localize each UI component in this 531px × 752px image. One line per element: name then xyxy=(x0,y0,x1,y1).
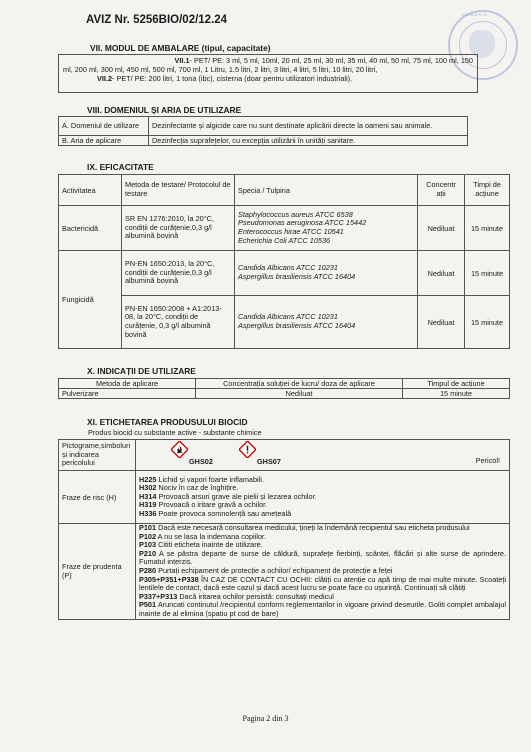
species-cell xyxy=(235,296,418,349)
col-dose: Concentrația soluției de lucru/ doza de aplicare xyxy=(196,379,403,389)
dose: Nediluat xyxy=(196,389,403,399)
usage-indications-table xyxy=(58,378,510,399)
prudence-code: P102 xyxy=(139,531,157,541)
packaging-text-3: - PET/ PE: 200 litri, 1 tona (ibc), cisterna (doar pentru utilizatori industriali). xyxy=(112,74,353,83)
section-vii-title: VII. MODUL DE AMBALARE (tipul, capacitate) xyxy=(90,43,271,53)
col-application-method: Metoda de aplicare xyxy=(59,379,196,389)
area-value: Dezinfecția suprafețelor, cu excepția utilizării în unități sanitare. xyxy=(149,136,468,146)
ghs07-label: GHS07 xyxy=(257,457,281,466)
col-time: Timpi de acțiune xyxy=(465,175,510,206)
species-item: Aspergillus brasiliensis ATCC 16404 xyxy=(238,321,356,330)
prudence-phrases xyxy=(136,524,510,620)
stamp-text: ROMANIA xyxy=(462,12,488,17)
activity-fungicida: Fungicidă xyxy=(59,251,122,349)
pictogram-row xyxy=(139,440,506,470)
ghs02-label: GHS02 xyxy=(189,457,213,466)
species-item: Pseudomonas aeruginosa ATCC 15442 xyxy=(238,218,367,228)
species-item: Echerichia Coli ATCC 10536 xyxy=(238,235,331,245)
table-row xyxy=(59,296,510,349)
exclamation-icon xyxy=(239,441,256,458)
prudence-code: P305+P351+P338 xyxy=(139,574,199,584)
table-row xyxy=(59,206,510,251)
method-cell: SR EN 1276:2010, la 20°C, condiții de curățenie,0,3 g/l albumină bovină xyxy=(122,206,235,251)
prudence-item xyxy=(139,576,506,593)
prudence-label: Fraze de prudenta (P) xyxy=(59,524,136,620)
activity-bactericida: Bactericidă xyxy=(59,206,122,251)
page-number: Pagina 2 din 3 xyxy=(242,714,289,723)
risk-text: Nociv în caz de înghițire. xyxy=(158,483,239,493)
risk-phrases xyxy=(136,471,510,524)
time-cell: 15 minute xyxy=(465,206,510,251)
application-method: Pulverizare xyxy=(59,389,196,399)
prudence-item xyxy=(139,601,506,618)
prudence-code: P280 xyxy=(139,565,157,575)
species-item: Aspergillus brasiliensis ATCC 16404 xyxy=(238,272,356,281)
table-row xyxy=(59,524,510,620)
prudence-text: A se păstra departe de surse de căldură, suprafețe fierbinți, scântei, flăcări și alte surse de aprindere. Fumatul interzis. xyxy=(139,548,507,567)
risk-text: Lichid și vapori foarte inflamabili. xyxy=(158,474,264,484)
risk-code: H302 xyxy=(139,483,157,493)
table-row xyxy=(59,440,510,471)
prudence-text: Purtați echipament de protecție a ochilor/ echipament de protecție a feței xyxy=(158,565,393,575)
prudence-text: Cititi eticheta inainte de utilizare. xyxy=(158,540,263,550)
section-xi-title: XI. ETICHETAREA PRODUSULUI BIOCID xyxy=(87,417,248,427)
risk-text: Poate provoca somnolență sau amețeală xyxy=(158,508,292,518)
flame-icon xyxy=(171,441,188,458)
method-cell: PN-EN 1650:2013, la 20°C, condiții de curățenie,0,3 g/l albumină bovină xyxy=(122,251,235,296)
risk-code: H336 xyxy=(139,508,157,518)
species-item: Staphylococcus aureus ATCC 6538 xyxy=(238,209,353,219)
risk-label: Fraze de risc (H) xyxy=(59,471,136,524)
packaging-line-3 xyxy=(63,74,473,83)
efficacy-table xyxy=(58,174,510,349)
prudence-text: Dacă iritarea ochilor persistă: consultați medicul xyxy=(179,591,334,601)
table-header-row xyxy=(59,379,510,389)
risk-code: H314 xyxy=(139,491,157,501)
packaging-code-1: VII.1 xyxy=(174,56,190,65)
species-cell xyxy=(235,206,418,251)
area-label: B. Aria de aplicare xyxy=(59,136,149,146)
signal-word: Pericol! xyxy=(475,456,500,465)
species-item: Enterococcus hirae ATCC 10541 xyxy=(238,227,344,236)
risk-text: Provoacă o iritare gravă a ochilor. xyxy=(158,500,268,510)
prudence-code: P337+P313 xyxy=(139,591,178,601)
action-time: 15 minute xyxy=(403,389,510,399)
concentration-cell: Nediluat xyxy=(418,296,465,349)
species-item: Candida Albicans ATCC 10231 xyxy=(238,312,338,322)
table-row xyxy=(59,251,510,296)
col-method: Metoda de testare/ Protocolul de testare xyxy=(122,175,235,206)
pictogram-cell xyxy=(136,440,510,471)
prudence-code: P103 xyxy=(139,540,157,550)
table-header-row xyxy=(59,175,510,206)
prudence-item xyxy=(139,550,506,567)
section-viii-title: VIII. DOMENIUL ȘI ARIA DE UTILIZARE xyxy=(87,105,242,115)
prudence-text: Aruncati continutul /recipientul conform reglementarilor in vigoare privind deseurile. Goliti complet ambalajul inainte de al elimina (spatiu pt cod de bare) xyxy=(139,600,507,618)
method-cell: PN-EN 1650:2008 + A1:2013-08, la 20°C, condiții de curățenie, 0,3 g/l albumină bovină xyxy=(122,296,235,349)
table-row xyxy=(59,117,468,136)
time-cell: 15 minute xyxy=(465,251,510,296)
biocid-subtitle: Produs biocid cu substante active - substante chimice xyxy=(88,428,262,437)
col-action-time: Timpul de acțiune xyxy=(403,379,510,389)
col-concentration: Concentr ații xyxy=(418,175,465,206)
section-x-title: X. INDICAȚII DE UTILIZARE xyxy=(87,366,196,376)
col-activity: Activitatea xyxy=(59,175,122,206)
labelling-table xyxy=(58,439,510,620)
packaging-code-2: VII.2 xyxy=(97,74,113,83)
packaging-box xyxy=(58,54,478,93)
risk-code: H225 xyxy=(139,474,157,484)
domain-label: A. Domeniul de utilizare xyxy=(59,117,149,136)
prudence-code: P101 xyxy=(139,523,157,532)
risk-code: H319 xyxy=(139,500,157,510)
packaging-line-2: ml, 200 ml, 300 ml, 450 ml, 500 ml, 700 ml, 1 Litru, 1.5 litri, 2 litri, 3 litri, 4 litri, 5 litri, 10 litri, 20 litri, xyxy=(63,65,378,74)
prudence-text: A nu se lasa la indemana copiilor. xyxy=(157,531,266,541)
pictogram-label: Pictograme,simboluri și indicarea pericolului xyxy=(59,440,136,471)
species-cell xyxy=(235,251,418,296)
concentration-cell: Nediluat xyxy=(418,206,465,251)
table-row xyxy=(59,136,468,146)
time-cell: 15 minute xyxy=(465,296,510,349)
packaging-line-1 xyxy=(63,56,473,65)
prudence-text: Dacă este necesară consultarea medicului, țineți la îndemână recipientul sau eticheta produsului xyxy=(158,523,470,532)
usage-domain-table xyxy=(58,116,468,146)
concentration-cell: Nediluat xyxy=(418,251,465,296)
prudence-code: P210 xyxy=(139,548,157,558)
table-row xyxy=(59,471,510,524)
packaging-text-1: - PET/ PE: 3 ml, 5 ml, 10ml, 20 ml, 25 ml, 30 ml, 35 ml, 40 ml, 50 ml, 75 ml, 100 ml, 150 xyxy=(189,56,473,65)
document-title: AVIZ Nr. 5256BIO/02/12.24 xyxy=(86,14,228,26)
prudence-text: ÎN CAZ DE CONTACT CU OCHII: clătiți cu atenție cu apă timp de mai multe minute. Scoateți lentilele de contact, dacă este cazul și dacă acest lucru se poate face cu ușurință. Continuați să clătiți xyxy=(139,574,507,593)
prudence-code: P501 xyxy=(139,600,157,610)
species-item: Candida Albicans ATCC 10231 xyxy=(238,263,338,273)
domain-value: Dezinfectante și algicide care nu sunt destinate aplicării directe la oameni sau animale. xyxy=(149,117,468,136)
col-species: Specia / Tulpina xyxy=(235,175,418,206)
section-ix-title: IX. EFICACITATE xyxy=(87,162,154,172)
risk-text: Provoacă arsuri grave ale pielii și lezarea ochilor. xyxy=(158,491,317,501)
table-row xyxy=(59,389,510,399)
risk-item xyxy=(139,510,506,519)
